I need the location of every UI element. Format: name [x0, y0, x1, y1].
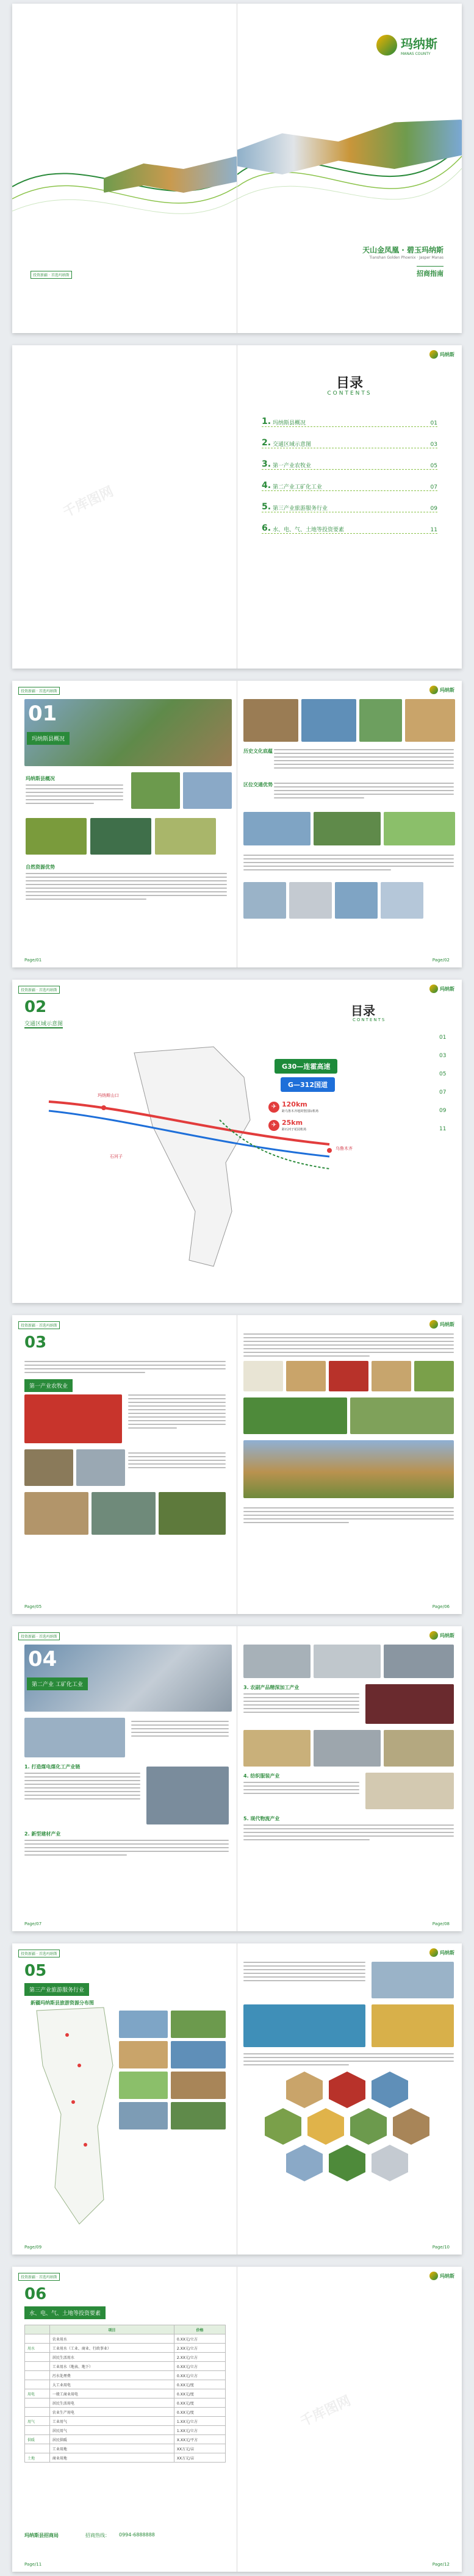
sec1-photo-building [289, 882, 332, 919]
sec1-photo-mountain [183, 772, 232, 809]
sec3-photo-melon [414, 1361, 454, 1391]
table-cell-price: 0.XX元/度 [174, 2408, 225, 2417]
page-number: Page/06 [432, 1604, 450, 1609]
distance-1-note: 距乌鲁木齐地窝堡国际机场 [282, 1110, 319, 1113]
table-cell-price: 0.XX元/立方 [174, 2371, 225, 2380]
table-row [25, 2380, 226, 2389]
page-tag: 投资新疆 · 首选玛纳斯 [18, 687, 60, 695]
page-tag: 投资新疆 · 首选玛纳斯 [18, 1632, 60, 1640]
table-row [25, 2344, 226, 2353]
para-title-5: 5. 现代物流产业 [243, 1816, 280, 1821]
table-cell-item: 农业生产用电 [49, 2408, 174, 2417]
table-header-item: 项目 [49, 2325, 174, 2334]
logo-name: 玛纳斯 [440, 1321, 454, 1327]
table-cell-item: 大工业用电 [49, 2380, 174, 2389]
table-row [25, 2398, 226, 2408]
sec4-right-page [237, 1626, 462, 1931]
paragraph [243, 1333, 454, 1359]
sec5-photo-6 [171, 2072, 226, 2099]
sec1-right-page [237, 681, 462, 967]
table-cell-g [25, 2444, 50, 2453]
cover-subtitle: Tianshan Golden Phoenix · Jasper Manas [369, 256, 443, 260]
paragraph [243, 1693, 359, 1715]
toc-spread [12, 345, 462, 669]
sec1-photo-river [314, 812, 381, 845]
page-logo [429, 1320, 454, 1329]
sec3-right-page [237, 1315, 462, 1614]
page-number: Page/02 [432, 958, 450, 963]
logo-mark-icon [429, 1631, 438, 1640]
page-tag: 投资新疆 · 首选玛纳斯 [18, 1321, 60, 1329]
toc-item-3[interactable] [262, 458, 437, 470]
logo-mark-icon [429, 686, 438, 694]
sec5-left-page [12, 1943, 237, 2255]
sec4-spread [12, 1626, 462, 1931]
toc-page: 01 [430, 420, 437, 426]
paragraph [24, 1840, 229, 1858]
page-number: Page/08 [432, 1921, 450, 1926]
page-number: Page/01 [24, 958, 42, 963]
mini-toc-page-3: 05 [439, 1071, 447, 1077]
logo-name: 玛纳斯 [440, 1632, 454, 1638]
sec1-photo-city [243, 812, 311, 845]
table-cell-price: 0.XX元/度 [174, 2389, 225, 2398]
para-title-4: 4. 纺织服装产业 [243, 1773, 280, 1779]
sec4-photo-product [243, 1730, 311, 1767]
logo-mark-icon [429, 1320, 438, 1329]
sec5-photo-1 [119, 2011, 168, 2038]
sec3-photo-warehouse [24, 1492, 88, 1535]
table-cell-price: 0.XX元/度 [174, 2380, 225, 2389]
para-title-4: 区位交通优势 [243, 782, 273, 788]
sec1-photo-street [243, 882, 286, 919]
table-row [25, 2353, 226, 2362]
toc-page: 05 [430, 463, 437, 469]
tourism-map [12, 1943, 237, 2255]
sec3-photo-grain [286, 1361, 326, 1391]
table-row [25, 2371, 226, 2380]
sec3-photo-cotton [243, 1361, 283, 1391]
sec1-left-page [12, 681, 237, 967]
page-logo [429, 2272, 454, 2280]
table-cell-item: 居民用气 [49, 2426, 174, 2435]
sec5-photo-8 [171, 2102, 226, 2129]
page-tag: 投资新疆 · 首选玛纳斯 [18, 1950, 60, 1957]
table-row [25, 2334, 226, 2344]
para-title-1: 玛纳斯县概况 [26, 776, 55, 781]
distance-2-note: 距石河子花园机场 [282, 1128, 307, 1132]
cover-slogan: 天山金凤凰 · 碧玉玛纳斯 [362, 246, 443, 254]
watermark: 千库图网 [298, 2393, 354, 2430]
toc-right-page [237, 345, 462, 669]
section-band: 第三产业旅游服务行业 [24, 1983, 89, 1996]
table-row [25, 2408, 226, 2417]
table-header-price: 价格 [174, 2325, 225, 2334]
table-cell-item: 居民生活用电 [49, 2398, 174, 2408]
road-label-g30: G30—连霍高速 [275, 1059, 337, 1074]
sec1-photo-landscape [131, 772, 180, 809]
region-map [12, 980, 462, 1303]
sec4-photo-mill [243, 1645, 311, 1678]
toc-num: 5. [262, 502, 271, 512]
section-band: 玛纳斯县概况 [27, 732, 70, 745]
distance-1: 120km [282, 1100, 307, 1108]
section-band: 第一产业农牧业 [24, 1379, 73, 1392]
contact-org: 玛纳斯县招商局 [24, 2533, 59, 2538]
mini-toc-page-5: 09 [439, 1108, 447, 1114]
toc-item-2[interactable] [262, 437, 437, 448]
page-number: Page/11 [24, 2562, 42, 2567]
section-band: 交通区域示意图 [24, 1019, 63, 1028]
toc-item-6[interactable] [262, 522, 437, 534]
table-cell-price: 0.XX元/度 [174, 2398, 225, 2408]
sec6-left-page [12, 2267, 237, 2572]
toc-page: 03 [430, 442, 437, 448]
table-cell-item: 居民供暖 [49, 2435, 174, 2444]
table-row [25, 2389, 226, 2398]
sec6-right-page [237, 2267, 462, 2572]
toc-en: CONTENTS [327, 390, 372, 396]
table-cell-g [25, 2408, 50, 2417]
paragraph [128, 1452, 226, 1471]
logo-name: 玛纳斯 [440, 687, 454, 693]
table-cell-item: 居民生活用水 [49, 2353, 174, 2362]
table-cell-g: 土地 [25, 2453, 50, 2463]
sec4-photo-plant [24, 1718, 125, 1757]
toc-label: 交通区域示意图 [273, 442, 312, 448]
place-label-shihezi: 石河子 [110, 1154, 123, 1159]
sec1-photo-tower [381, 882, 423, 919]
table-row [25, 2453, 226, 2463]
section-number: 04 [28, 1647, 57, 1671]
toc-page: 09 [430, 506, 437, 512]
toc-label: 第一产业农牧业 [273, 463, 312, 469]
sec3-photo-panorama [243, 1440, 454, 1498]
sec3-photo-greenhouse [92, 1492, 156, 1535]
cover-badge: 招商指南 [417, 266, 443, 278]
sec3-photo-cropfield [243, 1397, 347, 1434]
table-header-group [25, 2325, 50, 2334]
mini-toc-en: CONTENTS [353, 1017, 386, 1022]
sec3-photo-sheep [350, 1397, 454, 1434]
sec4-photo-site [384, 1645, 454, 1678]
table-row [25, 2417, 226, 2426]
sec5-right-page [237, 1943, 462, 2255]
toc-left-page [12, 345, 237, 669]
page-number: Page/09 [24, 2245, 42, 2250]
toc-logo [429, 350, 454, 359]
toc-num: 3. [262, 459, 271, 469]
toc-num: 4. [262, 481, 271, 490]
table-cell-price: 0.XX元/立方 [174, 2334, 225, 2344]
page-logo [429, 1631, 454, 1640]
watermark: 千库图网 [60, 484, 117, 521]
table-cell-price: 1.XX元/立方 [174, 2417, 225, 2426]
sec1-photo-jade [90, 818, 151, 855]
para-title-3: 历史文化底蕴 [243, 748, 273, 754]
toc-label: 第二产业工矿化工业 [273, 484, 323, 490]
table-cell-g [25, 2380, 50, 2389]
logo-mark-icon [429, 2272, 438, 2280]
section-number: 02 [24, 998, 47, 1016]
sec3-photo-vineyard [159, 1492, 226, 1535]
sec5-photo-5 [119, 2072, 168, 2099]
sec5-photo-3 [119, 2041, 168, 2068]
mini-toc-page-2: 03 [439, 1053, 447, 1059]
investment-table [24, 2325, 226, 2463]
front-cover [237, 4, 462, 333]
toc-title: 目录 [336, 376, 363, 391]
table-cell-item: 污水处理费 [49, 2371, 174, 2380]
page-tag: 投资新疆 · 首选玛纳斯 [18, 986, 60, 994]
mini-toc-title: 目录 [351, 1003, 375, 1018]
map-title: 新疆玛纳斯县旅游资源分布图 [31, 2000, 94, 2006]
paragraph [26, 873, 227, 902]
sec1-photo-square [335, 882, 378, 919]
sec4-photo-line [384, 1730, 454, 1767]
table-cell-item: 一般工商业用电 [49, 2389, 174, 2398]
table-cell-item: 工业用水（地表、地下） [49, 2362, 174, 2371]
table-cell-price: X.XX元/平方 [174, 2435, 225, 2444]
sec1-spread [12, 681, 462, 967]
page-number: Page/07 [24, 1921, 42, 1926]
page-number: Page/10 [432, 2245, 450, 2250]
sec3-photo-pepper [329, 1361, 368, 1391]
sec4-photo-pipes [314, 1645, 381, 1678]
table-cell-g [25, 2353, 50, 2362]
sec3-photo-factory [76, 1449, 125, 1486]
section-number: 06 [24, 2285, 47, 2303]
sec4-left-page [12, 1626, 237, 1931]
cover-tag: 投资新疆 · 首选玛纳斯 [31, 271, 72, 279]
sec1-photo-crop [155, 818, 216, 855]
place-label-pass: 玛纳斯山口 [98, 1093, 119, 1098]
table-cell-g [25, 2426, 50, 2435]
logo-sub: MANAS COUNTY [401, 52, 431, 56]
paragraph [24, 1773, 140, 1802]
paragraph [274, 749, 454, 771]
section-number: 03 [24, 1333, 47, 1352]
table-cell-g [25, 2334, 50, 2344]
sec3-left-page [12, 1315, 237, 1614]
paragraph [243, 1824, 454, 1843]
page-number: Page/12 [432, 2562, 450, 2567]
sec3-spread [12, 1315, 462, 1614]
table-header-row [25, 2325, 226, 2334]
sec3-photo-processing [24, 1449, 73, 1486]
table-cell-g: 供暖 [25, 2435, 50, 2444]
sec1-photo-gate [243, 699, 298, 742]
sec1-photo-field [26, 818, 87, 855]
sec4-photo-textile [365, 1773, 454, 1809]
airport-icon: ✈ [268, 1120, 279, 1131]
sec1-photo-lake [301, 699, 356, 742]
logo-name: 玛纳斯 [401, 37, 437, 51]
distance-2: 25km [282, 1119, 303, 1127]
table-row [25, 2435, 226, 2444]
table-cell-price: XX万元/亩 [174, 2444, 225, 2453]
paragraph [26, 784, 123, 806]
table-cell-price: 2.XX元/立方 [174, 2344, 225, 2353]
para-title-2: 自然资源优势 [26, 864, 55, 870]
sec5-photo-4 [171, 2041, 226, 2068]
table-cell-price: 2.XX元/立方 [174, 2353, 225, 2362]
sec4-photo-factory2 [314, 1730, 381, 1767]
table-cell-item: 商业用地 [49, 2453, 174, 2463]
paragraph [274, 783, 454, 801]
table-cell-g [25, 2371, 50, 2380]
sec3-photo-tomato [24, 1394, 122, 1443]
table-cell-item: 工业用气 [49, 2417, 174, 2426]
toc-page: 11 [430, 527, 437, 533]
sec4-photo-wine [365, 1684, 454, 1724]
place-label-urumqi: 乌鲁木齐 [336, 1146, 353, 1151]
toc-num: 6. [262, 523, 271, 533]
paragraph [128, 1394, 226, 1431]
sec1-photo-desert [405, 699, 455, 742]
toc-label: 玛纳斯县概况 [273, 420, 306, 426]
page-tag: 投资新疆 · 首选玛纳斯 [18, 2273, 60, 2281]
toc-item-5[interactable] [262, 501, 437, 512]
para-title-3: 3. 农副产品精深加工产业 [243, 1685, 300, 1690]
toc-num: 2. [262, 438, 271, 448]
table-cell-g [25, 2398, 50, 2408]
sec5-photo-7 [119, 2102, 168, 2129]
section-band: 第二产业 工矿化工业 [27, 1677, 88, 1690]
table-cell-g: 用电 [25, 2389, 50, 2398]
para-title-2: 2. 新型建材产业 [24, 1831, 61, 1837]
toc-label: 水、电、气、土地等投资要素 [273, 527, 345, 533]
table-row [25, 2444, 226, 2453]
table-cell-price: XX万元/亩 [174, 2453, 225, 2463]
section-band: 水、电、气、土地等投资要素 [24, 2306, 106, 2319]
sec1-photo-park [384, 812, 455, 845]
phone-number: 0994-6888888 [119, 2532, 155, 2538]
paragraph [243, 1507, 454, 1526]
table-cell-g [25, 2362, 50, 2371]
airport-icon: ✈ [268, 1102, 279, 1113]
table-row [25, 2426, 226, 2435]
page-logo [429, 686, 454, 694]
table-cell-item: 农业用水 [49, 2334, 174, 2344]
table-cell-price: 1.XX元/立方 [174, 2426, 225, 2435]
mini-toc-page-6: 11 [439, 1126, 447, 1132]
toc-num: 1. [262, 417, 271, 426]
table-cell-price: 0.XX元/立方 [174, 2362, 225, 2371]
paragraph [24, 1361, 226, 1376]
paragraph [131, 1721, 229, 1739]
sec4-photo-chemical [146, 1767, 229, 1824]
sec5-photo-2 [171, 2011, 226, 2038]
paragraph [243, 855, 454, 873]
para-title-1: 1. 打造煤电煤化工产业链 [24, 1764, 81, 1770]
section-number: 01 [28, 701, 57, 726]
hexagon-gallery [237, 1943, 462, 2255]
mini-toc-page-4: 07 [439, 1089, 447, 1096]
table-row [25, 2362, 226, 2371]
phone-label: 招商热线： [85, 2533, 110, 2538]
table-cell-g: 用水 [25, 2344, 50, 2353]
table-cell-item: 工业用地 [49, 2444, 174, 2453]
road-label-g312: G—312国道 [281, 1077, 335, 1092]
toc-label: 第三产业旅游服务行业 [273, 506, 328, 512]
sec5-spread [12, 1943, 462, 2255]
mini-toc-page-1: 01 [439, 1035, 447, 1041]
sec2-spread [12, 980, 462, 1303]
sec1-photo-wetland [359, 699, 402, 742]
sec2-map-page [12, 980, 462, 1303]
toc-item-4[interactable] [262, 479, 437, 491]
cover-spread [12, 4, 462, 333]
page-number: Page/05 [24, 1604, 42, 1609]
logo-name: 玛纳斯 [440, 2273, 454, 2279]
sec3-photo-potato [372, 1361, 411, 1391]
paragraph [243, 1782, 359, 1796]
logo-name: 玛纳斯 [440, 351, 454, 357]
logo-name: 玛纳斯 [440, 986, 454, 992]
table-cell-item: 工业用水（工业、商业、行政事业） [49, 2344, 174, 2353]
logo-mark-icon [429, 350, 438, 359]
section-number: 05 [24, 1962, 47, 1980]
toc-page: 07 [430, 484, 437, 490]
sec6-spread [12, 2267, 462, 2572]
back-cover [12, 4, 237, 333]
toc-item-1[interactable] [262, 415, 437, 427]
table-cell-g: 用气 [25, 2417, 50, 2426]
logo-name: 玛纳斯 [440, 1950, 454, 1956]
